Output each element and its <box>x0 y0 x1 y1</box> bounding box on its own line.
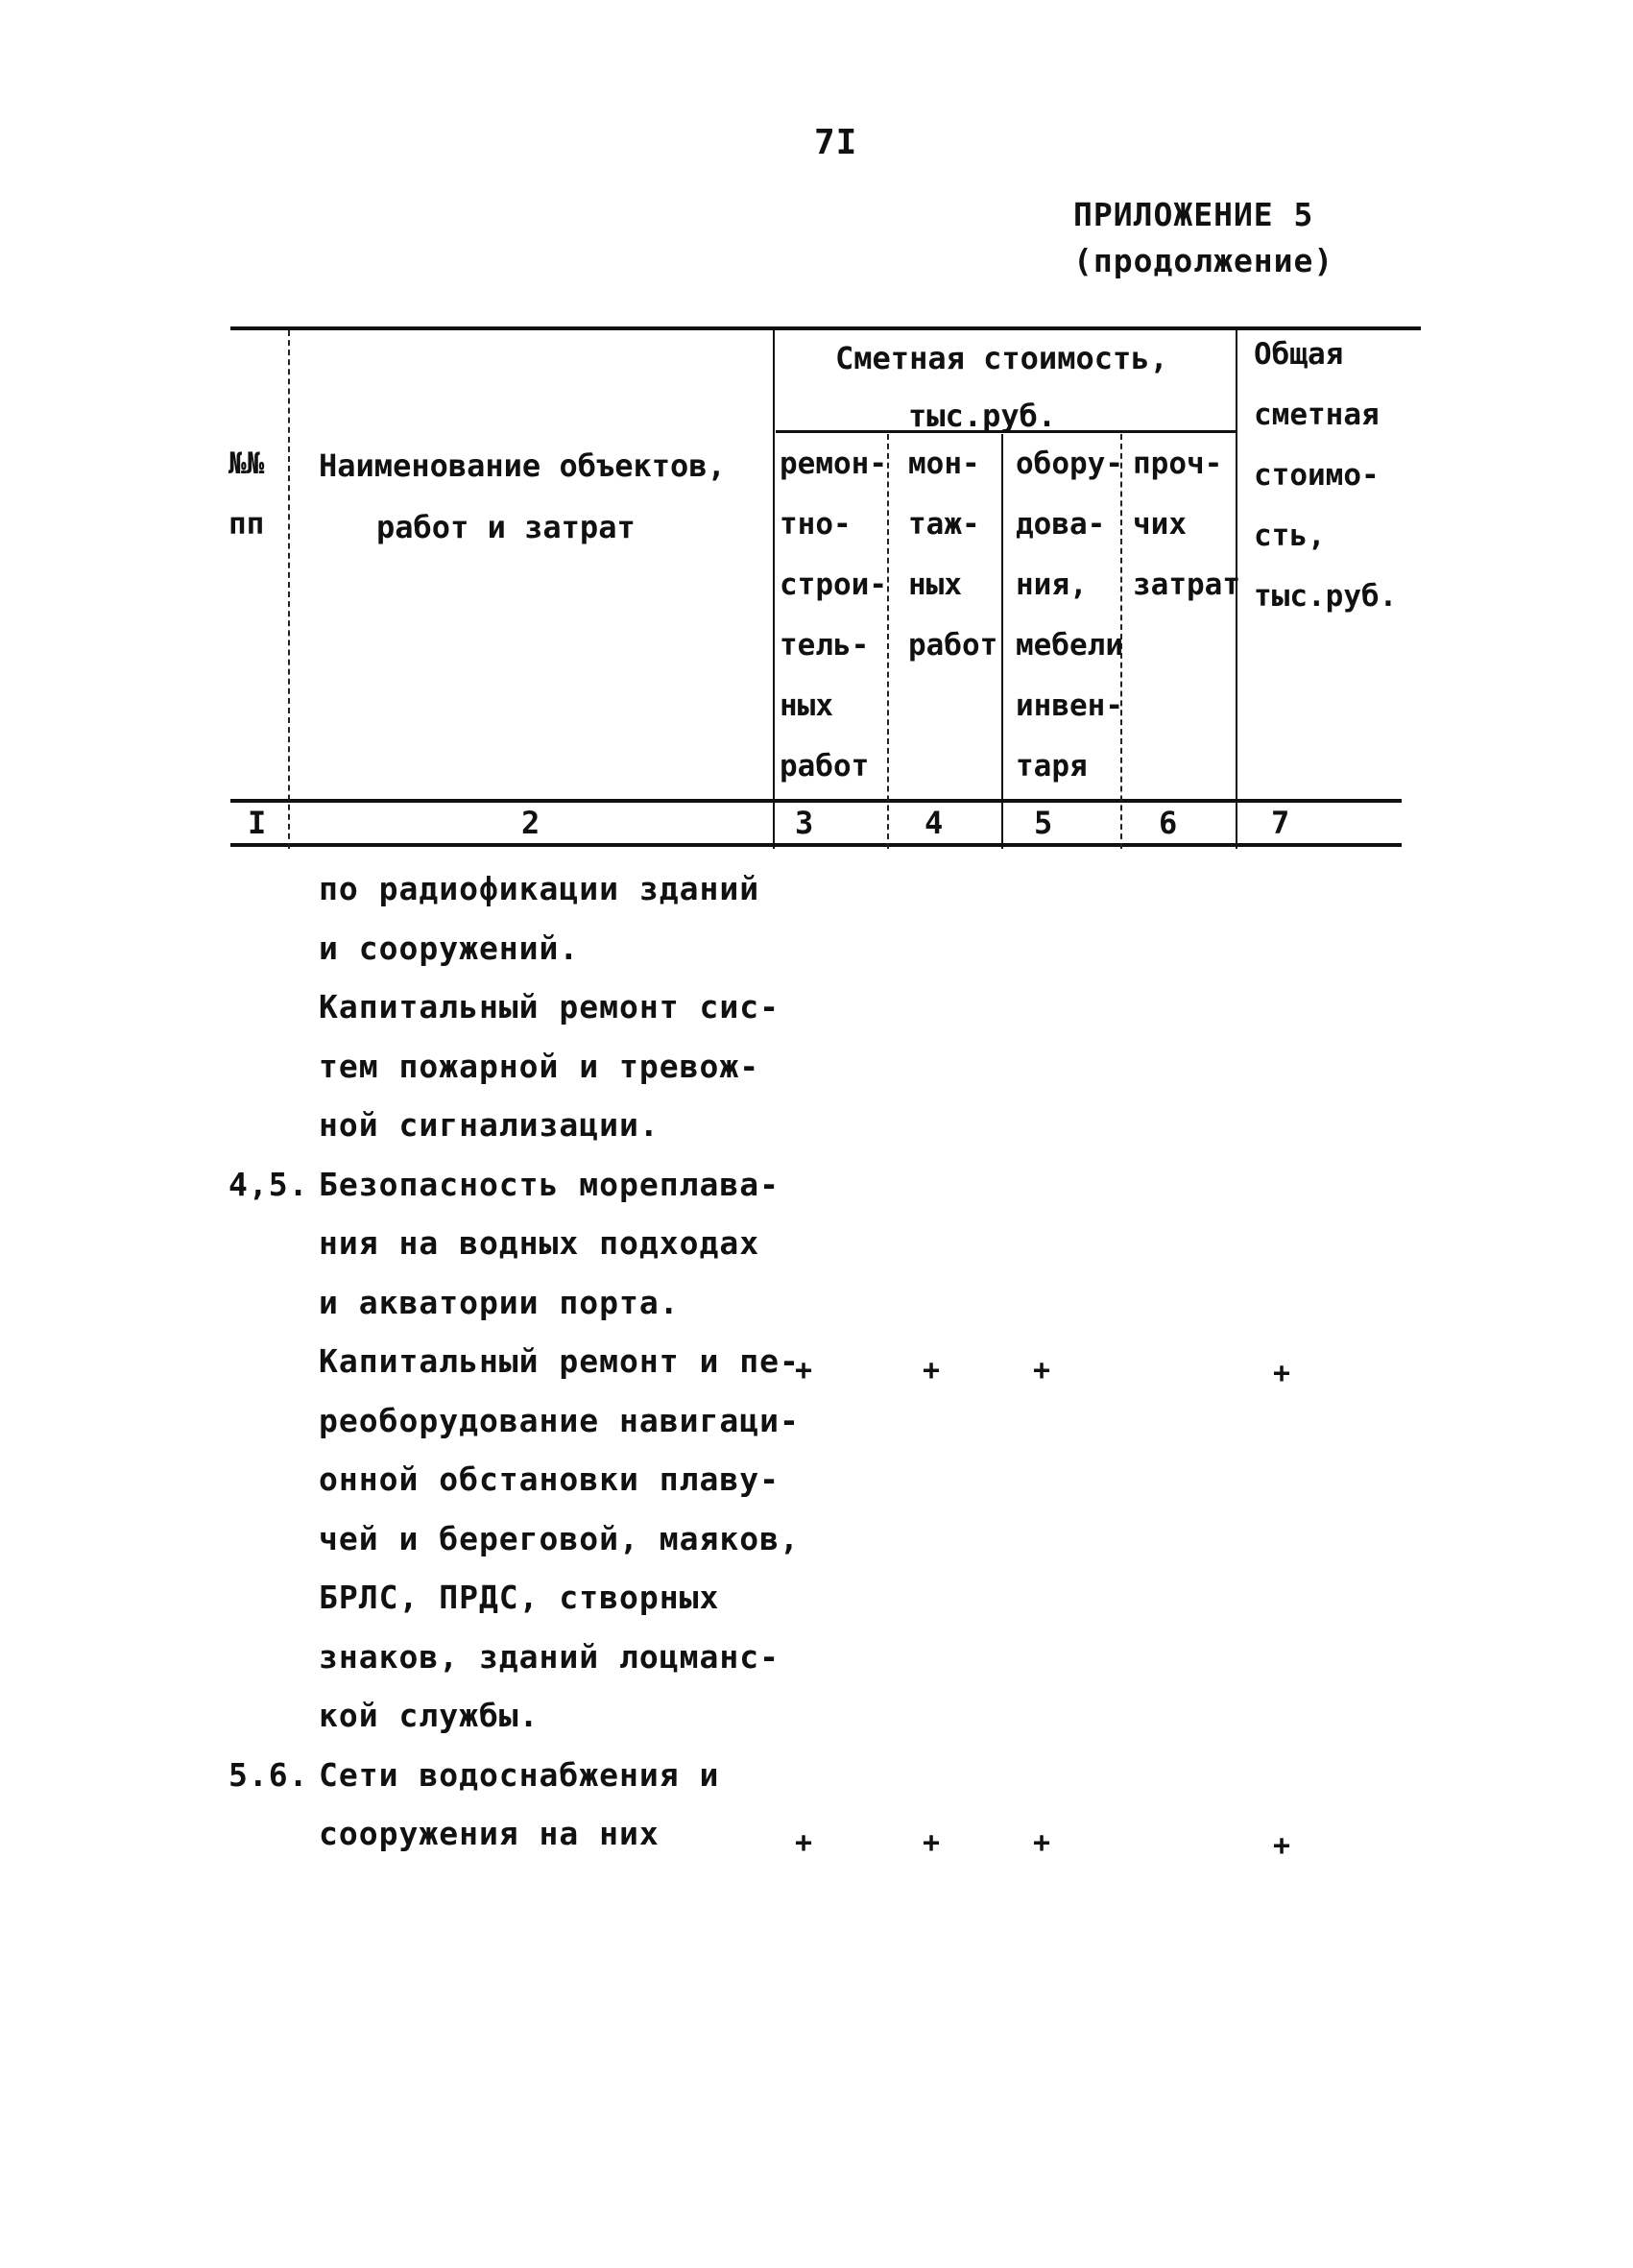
group-header-line1: Сметная стоимость, <box>835 340 1168 376</box>
col-sep-3 <box>887 434 889 849</box>
mark-row2-col3: + <box>795 1826 813 1860</box>
col7-header: Общая сметная стоимо- сть, тыс.руб. <box>1254 337 1398 614</box>
appendix-title: ПРИЛОЖЕНИЕ 5 <box>1073 196 1314 233</box>
col-number-1: I <box>248 805 267 841</box>
mark-row2-col5: + <box>1033 1826 1051 1860</box>
col2-header-line2: работ и затрат <box>376 509 636 545</box>
col5-header: обору- дова- ния, мебели инвен- таря <box>1016 446 1123 784</box>
row-text: Сети водоснабжения и <box>319 1756 720 1794</box>
col-number-4: 4 <box>925 805 944 841</box>
col-number-6: 6 <box>1159 805 1178 841</box>
appendix-subtitle: (продолжение) <box>1073 242 1334 279</box>
row-text: Капитальный ремонт сис- <box>319 988 780 1025</box>
col1-header-line2: пп <box>228 507 265 542</box>
col6-header: проч- чих затрат <box>1133 446 1240 602</box>
row-text: кой службы. <box>319 1697 540 1734</box>
mark-row2-col4: + <box>923 1826 941 1860</box>
row-text: и сооружений. <box>319 929 580 967</box>
mark-row1-col4: + <box>923 1354 941 1387</box>
col-sep-4 <box>1001 434 1003 849</box>
row-text: сооружения на них <box>319 1815 660 1852</box>
row-text: Капитальный ремонт и пе- <box>319 1342 800 1380</box>
col2-header-line1: Наименование объектов, <box>319 447 726 484</box>
row-text: онной обстановки плаву- <box>319 1460 780 1498</box>
mark-row1-col3: + <box>795 1354 813 1387</box>
colnum-bottom-rule <box>230 843 1402 847</box>
mark-row1-col5: + <box>1033 1354 1051 1387</box>
col-sep-2 <box>773 330 775 849</box>
row-text: чей и береговой, маяков, <box>319 1520 800 1557</box>
group-header-line2: тыс.руб. <box>908 398 1057 434</box>
table-top-rule <box>230 326 1421 330</box>
col-number-2: 2 <box>521 805 540 841</box>
col-number-3: 3 <box>795 805 814 841</box>
row-text: ния на водных подходах <box>319 1224 760 1262</box>
col-number-5: 5 <box>1034 805 1053 841</box>
mark-row2-col7: + <box>1273 1829 1291 1863</box>
row-text: по радиофикации зданий <box>319 870 760 907</box>
row-text: БРЛС, ПРДС, створных <box>319 1579 720 1616</box>
row-text: знаков, зданий лоцманс- <box>319 1638 780 1676</box>
colnum-top-rule <box>230 799 1402 803</box>
row-number: 4,5. <box>228 1166 309 1203</box>
row-text: тем пожарной и тревож- <box>319 1048 760 1085</box>
mark-row1-col7: + <box>1273 1357 1291 1390</box>
col-number-7: 7 <box>1271 805 1290 841</box>
row-text: Безопасность мореплава- <box>319 1166 780 1203</box>
col-sep-1 <box>288 330 290 849</box>
page-number: 7I <box>814 123 858 162</box>
col1-header-line1: №№ <box>228 446 265 481</box>
row-number: 5.6. <box>228 1756 309 1794</box>
col3-header: ремон- тно- строи- тель- ных работ <box>780 446 887 784</box>
row-text: реоборудование навигаци- <box>319 1402 800 1439</box>
col4-header: мон- таж- ных работ <box>908 446 998 663</box>
row-text: ной сигнализации. <box>319 1106 660 1144</box>
row-text: и акватории порта. <box>319 1284 680 1321</box>
